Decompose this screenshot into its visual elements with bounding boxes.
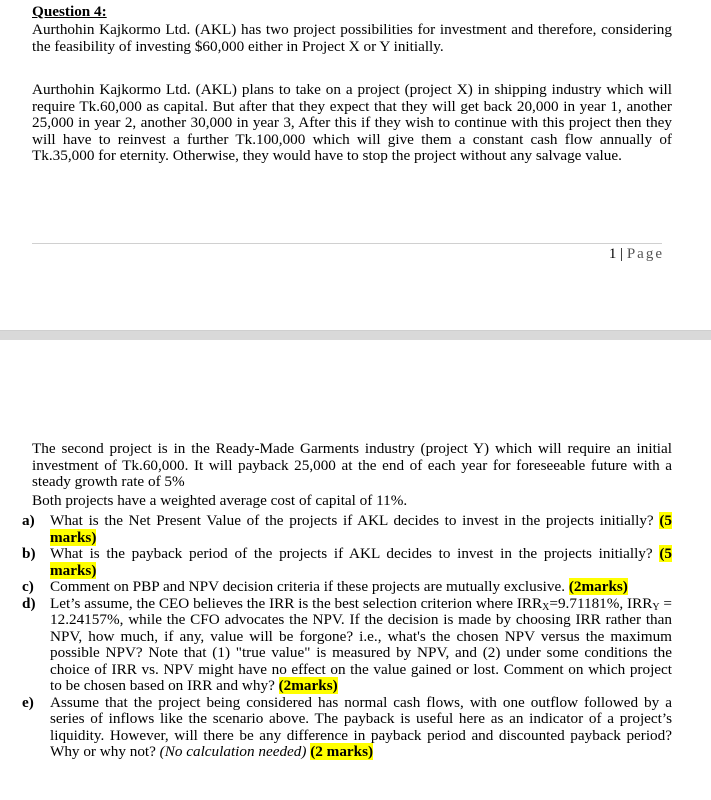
question-b-marks: (5 marks) — [50, 545, 672, 579]
document-page-1 — [0, 0, 711, 330]
question-a-label: a) — [22, 512, 35, 529]
question-title: Question 4: — [32, 3, 107, 20]
page-number-value: 1 — [608, 246, 617, 262]
page-number — [609, 246, 664, 262]
footer-rule — [32, 243, 662, 244]
question-d-label: d) — [22, 594, 36, 612]
question-e-label: e) — [22, 693, 34, 711]
question-e — [22, 693, 672, 761]
question-e-note: (No calculation needed) — [159, 743, 307, 760]
irr-x-subscript: X — [542, 601, 550, 613]
question-d-text-c: = 12.24157%, while the CFO advocates the NPV. If the decision is made by choosing IRR rather than NPV, how much, if any, value will be forgone? i.e., what's the chosen NPV versus the maximum possible NPV? Note that (1) "true value" is measured by NPV, and (2) under some conditions the choice of IRR vs. NPV might have no effect on the value gained or lost. Comment on which project to be chosen based on IRR and why? — [50, 594, 672, 694]
question-c-text: Comment on PBP and NPV decision criteria if these projects are mutually exclusive. — [50, 578, 566, 595]
irr-y-subscript: Y — [652, 601, 660, 613]
project-x-paragraph: Aurthohin Kajkormo Ltd. (AKL) plans to take on a project (project X) in shipping industry which will require Tk.60,000 as capital. But after that they expect that they will get back 20,000 in year 1, another 25,000 in year 2, another 30,000 in year 3, After this if they wish to continue with this project then they will have to reinvest a further Tk.100,000 which will give them a constant cash flow annually of Tk.35,000 for eternity. Otherwise, they would have to stop the project without any salvage value. — [32, 81, 672, 164]
question-d-text-b: =9.71181%, IRR — [549, 594, 653, 612]
question-c-marks: (2marks) — [568, 578, 628, 595]
question-d-marks: (2marks) — [278, 677, 338, 694]
question-e-marks: (2 marks) — [310, 743, 374, 760]
question-b-text: What is the payback period of the projects if AKL decides to invest in the projects initially? — [50, 545, 653, 562]
question-e-text: Assume that the project being considered has normal cash flows, with one outflow followed by a series of inflows like the scenario above. The payback is useful here as an indicator of a project’s liquidity. However, will there be any difference in payback period and discounted payback period? Why or why not? — [50, 693, 672, 760]
intro-paragraph: Aurthohin Kajkormo Ltd. (AKL) has two project possibilities for investment and therefore, considering the feasibility of investing $60,000 either in Project X or Y initially. — [32, 21, 672, 55]
question-a-text: What is the Net Present Value of the projects if AKL decides to invest in the projects initially? — [50, 512, 654, 529]
page-word: Page — [626, 246, 664, 262]
project-y-paragraph: The second project is in the Ready-Made Garments industry (project Y) which will require an initial investment of Tk.60,000. It will payback 25,000 at the end of each year for foreseeable future with a steady growth rate of 5% — [32, 440, 672, 490]
question-c — [22, 578, 672, 596]
wacc-paragraph: Both projects have a weighted average cost of capital of 11%. — [32, 492, 408, 509]
question-b-label: b) — [22, 545, 36, 562]
question-b — [22, 545, 672, 579]
question-a-marks: (5 marks) — [50, 512, 673, 546]
question-list — [22, 512, 673, 761]
page-number-separator: | — [616, 246, 627, 262]
question-d — [22, 594, 672, 695]
question-c-label: c) — [22, 578, 34, 595]
question-a — [22, 512, 673, 546]
question-d-text-a: Let’s assume, the CEO believes the IRR is the best selection criterion where IRR — [50, 594, 543, 612]
page-break-gap — [0, 330, 711, 340]
